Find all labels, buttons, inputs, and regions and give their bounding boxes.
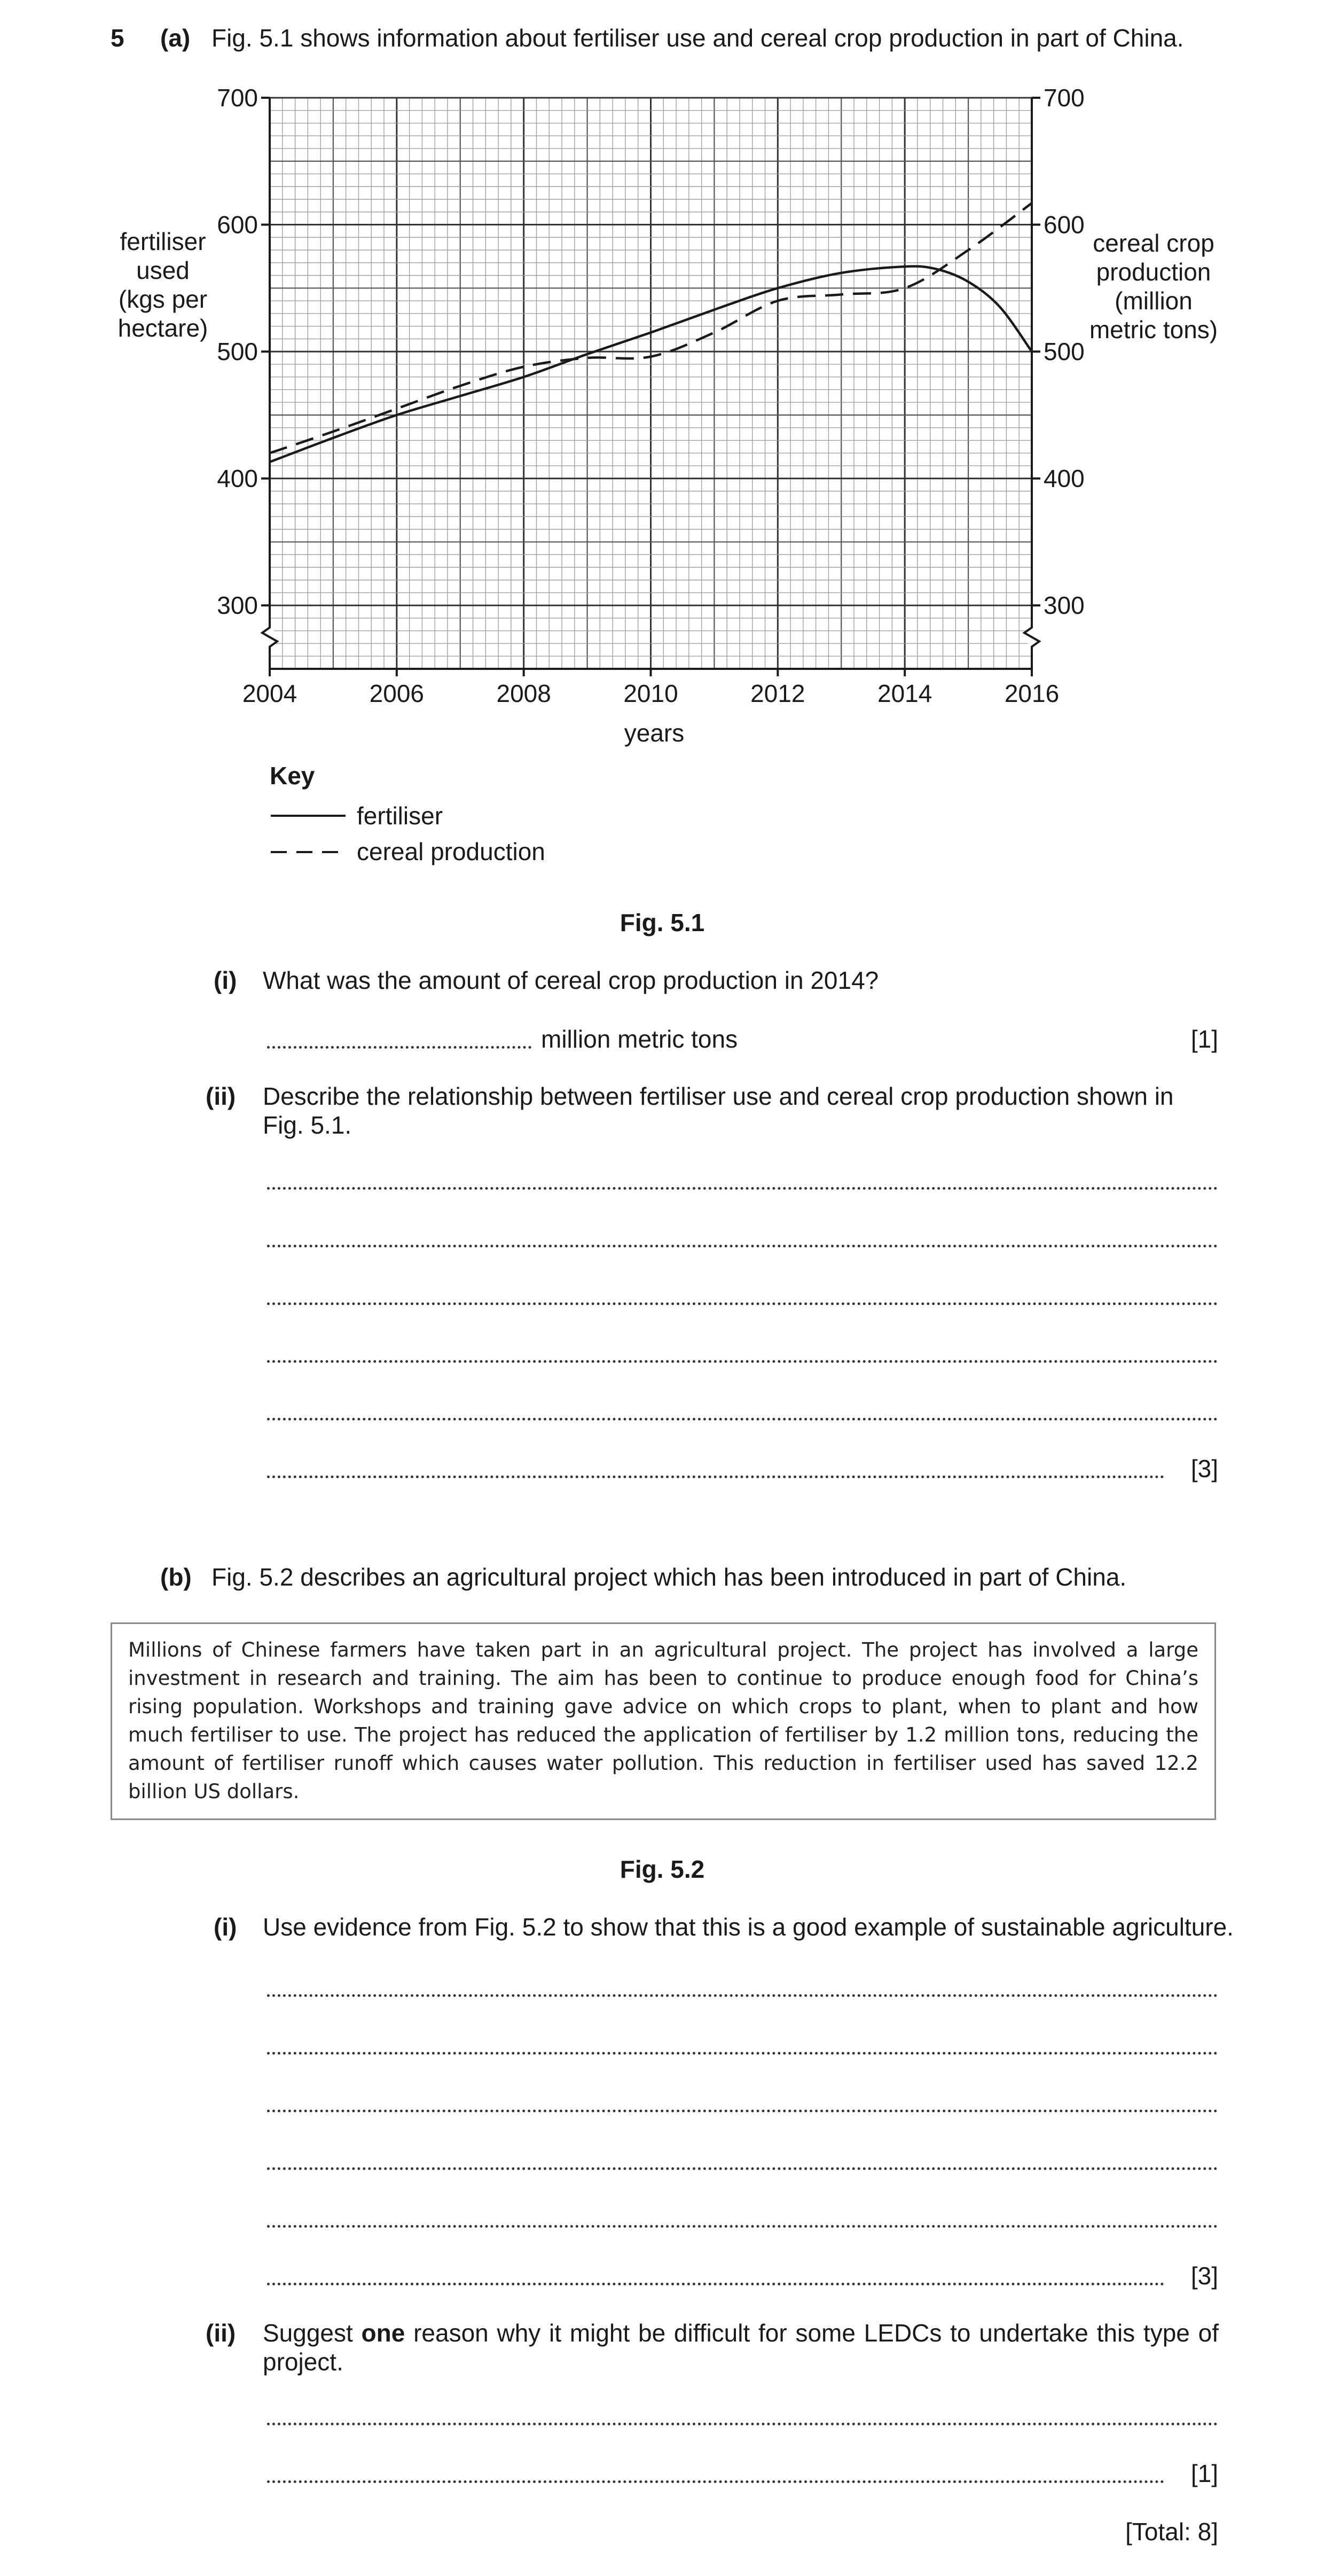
fig-5-2-caption: Fig. 5.2 <box>620 1855 705 1883</box>
y-tick-label-left: 700 <box>217 84 258 112</box>
part-b-ii-pre: Suggest <box>263 2319 362 2347</box>
part-b-i-question: Use evidence from Fig. 5.2 to show that this is a good example of sustainable agriculture. <box>263 1913 1234 1941</box>
part-b-text: Fig. 5.2 describes an agricultural project which has been introduced in part of China. <box>211 1563 1127 1591</box>
answer-line[interactable] <box>267 2225 1218 2228</box>
y-tick-label-left: 300 <box>217 591 258 620</box>
left-axis-label-line: fertiliser <box>120 228 206 255</box>
fig-5-2-textbox: Millions of Chinese farmers have taken part in an agricultural project. The project has involved a large investment in research and training. The aim has been to continue to produce enough food for China’s rising population. Workshops and training gave advice on which crops to plant, when to plant and how much fertiliser to use. The project has reduced the application of fertiliser by 1.2 million tons, reducing the amount of fertiliser runoff which causes water pollution. This reduction in fertiliser used has saved 12.2 billion US dollars. <box>111 1622 1216 1820</box>
key-swatches <box>270 801 350 865</box>
part-b-ii-post: reason why it might be difficult for some LEDCs to undertake this type of <box>405 2319 1219 2347</box>
answer-line[interactable] <box>267 2480 1164 2483</box>
x-tick-label: 2012 <box>750 680 805 707</box>
y-tick-label-right: 500 <box>1044 338 1085 366</box>
part-b-ii-label: (ii) <box>206 2319 236 2347</box>
answer-line[interactable] <box>267 2052 1218 2055</box>
part-a-ii-label: (ii) <box>206 1082 236 1110</box>
answer-line[interactable] <box>267 1360 1218 1363</box>
left-axis-label <box>91 227 235 342</box>
answer-line[interactable] <box>267 1476 1164 1478</box>
part-b-ii-bold: one <box>361 2319 405 2347</box>
answer-line[interactable] <box>267 1187 1218 1190</box>
answer-unit: million metric tons <box>541 1025 738 1053</box>
x-tick-label: 2010 <box>623 680 678 707</box>
part-b-i-label: (i) <box>214 1913 237 1941</box>
fertiliser-cereal-chart <box>0 0 1325 908</box>
x-axis-label: years <box>624 719 685 747</box>
left-axis-label-line: used <box>136 256 190 284</box>
left-axis-label-line: hectare) <box>117 314 208 342</box>
chart-grid <box>270 98 1032 669</box>
x-tick-label: 2014 <box>877 680 932 707</box>
marks-a-ii: [3] <box>1190 1455 1218 1482</box>
marks-a-i: [1] <box>1190 1025 1218 1053</box>
marks-b-i: [3] <box>1190 2262 1218 2290</box>
right-axis-label-line: production <box>1096 258 1211 286</box>
part-a-ii-question-line: Fig. 5.1. <box>263 1111 352 1139</box>
axis-break-mark <box>262 622 277 652</box>
part-b-ii-question-line <box>263 2319 1219 2347</box>
key-item-cereal: cereal production <box>357 838 545 865</box>
right-axis-label-line: cereal crop <box>1093 229 1214 257</box>
answer-line[interactable] <box>267 1994 1218 1997</box>
part-a-text: Fig. 5.1 shows information about fertiliser use and cereal crop production in part of China. <box>211 24 1184 52</box>
right-axis-label-line: (million <box>1115 287 1193 315</box>
y-tick-label-left: 400 <box>217 464 258 493</box>
part-a-i-question: What was the amount of cereal crop production in 2014? <box>263 966 879 994</box>
part-a-i-label: (i) <box>214 966 237 994</box>
answer-line[interactable] <box>267 1418 1218 1420</box>
answer-line[interactable] <box>267 2423 1218 2425</box>
question-number: 5 <box>111 24 124 52</box>
answer-line[interactable] <box>267 2110 1218 2112</box>
key-title: Key <box>270 762 315 790</box>
right-axis-label-line: metric tons) <box>1089 316 1218 344</box>
marks-b-ii: [1] <box>1190 2460 1218 2487</box>
key-item-fertiliser: fertiliser <box>357 802 443 830</box>
axis-break-mark <box>1024 622 1039 652</box>
y-tick-label-right: 300 <box>1044 591 1085 620</box>
part-b-label: (b) <box>160 1563 192 1591</box>
x-tick-label: 2016 <box>1004 680 1060 707</box>
x-tick-label: 2004 <box>242 680 297 707</box>
y-tick-label-right: 400 <box>1044 464 1085 493</box>
right-axis-label <box>1073 229 1234 344</box>
part-a-ii-question-line: Describe the relationship between fertiliser use and cereal crop production shown in <box>263 1082 1174 1110</box>
y-tick-label-right: 600 <box>1044 210 1085 239</box>
x-tick-label: 2006 <box>369 680 425 707</box>
answer-line[interactable] <box>267 2283 1164 2285</box>
y-tick-label-left: 500 <box>217 338 258 366</box>
part-b-ii-question-line: project. <box>263 2348 343 2376</box>
answer-line[interactable] <box>267 1046 531 1049</box>
answer-line[interactable] <box>267 2167 1218 2170</box>
part-b-ii-question <box>263 2319 1219 2376</box>
answer-line[interactable] <box>267 1302 1218 1305</box>
left-axis-label-line: (kgs per <box>118 285 208 313</box>
x-tick-label: 2008 <box>496 680 551 707</box>
y-tick-label-left: 600 <box>217 210 258 239</box>
part-a-label: (a) <box>160 24 191 52</box>
total-marks: [Total: 8] <box>1125 2518 1218 2546</box>
part-a-ii-question <box>263 1082 1219 1139</box>
fig-5-1-caption: Fig. 5.1 <box>620 909 705 936</box>
y-tick-label-right: 700 <box>1044 84 1085 112</box>
answer-line[interactable] <box>267 1245 1218 1247</box>
